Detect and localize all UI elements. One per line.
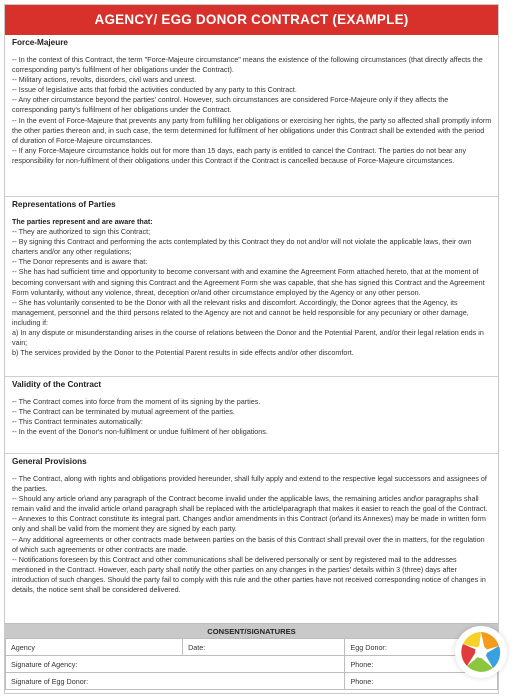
section-text: -- The Contract, along with rights and obligations provided hereunder, shall fully apply and extend to the respective legal successors and assignees of the parties. -- Should any article or\and any paragraph of the Contract become invalid under the applicable laws, the remaining articles and\or paragraphs shall remain valid and the invalid article or\and paragraph shall be replaced with the article\paragraph that makes it easier to reach the goal of the Contract. -- Annexes to this Contract constitute its integral part. Changes and\or amendments in this Contract (or\and its Annexes) may be made in written form only and shall be valid from the moment they are signed by each party. -- Any additional agreements or other contracts made between parties on the basis of this Contract shall prevail over the in matters, for the regulation of which such agreements or other contracts are made. -- Notifications foreseen by this Contract and other communications shall be delivered personally or sent by registered mail to the addresses mentioned in the Contract. However, each party shall notify the other parties on any changes in the parties' details within 3 (three) days after introduction of such changes. Should the party fail to comply with this rule and the other parties have not received corresponding notice of changes in details, the notice sent shall be considered delivered. bbox=[12, 474, 488, 595]
section-text: -- In the context of this Contract, the term "Force-Majeure circumstance" means the existence of the following circumstances (that directly affects the corresponding party's fulfilment of her obligations under the Contract). -- Military actions, revolts, disorders, civil wars and unrest. -- Issue of legislative acts that forbid the activities conducted by any party to this Contract. -- Any other circumstance beyond the parties' control. However, such circumstances are considered Force-Majeure only if they affects the corresponding party's fulfilment of her obligations under the Contract. -- In the event of Force-Majeure that prevents any party from fulfilling her obligations or exercising her rights, the party so affected shall promptly inform the other parties thereon and, in such case, the term determined for fulfilment of her obligations under this Contract shall be extended with the period of duration of Force-Majeure circumstances. -- If any Force-Majeure circumstance holds out for more than 15 days, each party is entitled to cancel the Contract. The parties do not bear any responsibility for non-fulfilment of their obligations under this Contract if the Contract is cancelled because of Force-Majeure circumstances. bbox=[12, 55, 492, 165]
section-force-majeure bbox=[5, 35, 498, 197]
phone-cell: Phone: bbox=[345, 656, 498, 673]
section-representations bbox=[5, 197, 498, 377]
section-lead: The parties represent and are aware that: bbox=[12, 217, 153, 226]
agency-cell: Agency bbox=[6, 639, 183, 656]
signature-table bbox=[5, 638, 498, 690]
document-title: AGENCY/ EGG DONOR CONTRACT (EXAMPLE) bbox=[5, 5, 498, 35]
consent-header: CONSENT/SIGNATURES bbox=[5, 623, 498, 638]
donor-signature-cell: Signature of Egg Donor: bbox=[6, 673, 345, 690]
colorful-swirl-logo-icon bbox=[455, 626, 507, 678]
table-row bbox=[6, 673, 498, 690]
table-row bbox=[6, 639, 498, 656]
table-row bbox=[6, 656, 498, 673]
egg-donor-cell: Egg Donor: bbox=[345, 639, 498, 656]
section-general bbox=[5, 454, 498, 621]
section-title: Representations of Parties bbox=[12, 200, 116, 209]
section-validity bbox=[5, 377, 498, 454]
section-text: -- They are authorized to sign this Contract; -- By signing this Contract and performing the acts contemplated by this Contract they do not and/or will not violate the applicable laws, their own charters and/or any other regulations; -- The Donor represents and is aware that: -- She has had sufficient time and opportunity to become conversant with and examine the Agreement Form attached hereto, that at the moment of becoming conversant with and signing this Contract and the Agreement Form she was capable, that she has signed this Contract and the Agreement Form voluntarily, without any violence, threat, deception or/and other circumstance employed by the Agency or any other person. -- She has voluntarily consented to be the Donor with all the relevant risks and discomfort. Accordingly, the Donor agrees that the Agency, its management, personnel and the third persons related to the Agency are not and cannot be held responsible for any pecuniary or other damage, including if: a) In any dispute or misunderstanding arises in the course of relations between the Donor and the Potential Parent, and/or their legal relation ends in vain; b) The services provided by the Donor to the Potential Parent results in side effects and/or other discomfort. bbox=[12, 227, 485, 358]
contract-page bbox=[4, 4, 499, 694]
section-title: Force-Majeure bbox=[12, 38, 68, 47]
section-title: Validity of the Contract bbox=[12, 380, 102, 389]
agency-signature-cell: Signature of Agency: bbox=[6, 656, 345, 673]
section-text: -- The Contract comes into force from the moment of its signing by the parties. -- The Contract can be terminated by mutual agreement of the parties. -- This Contract terminates automatically: -- In the event of the Donor's non-fulfilment or undue fulfilment of her obligations. bbox=[12, 397, 268, 437]
phone-cell: Phone: bbox=[345, 673, 498, 690]
section-title: General Provisions bbox=[12, 457, 87, 466]
date-cell: Date: bbox=[183, 639, 345, 656]
